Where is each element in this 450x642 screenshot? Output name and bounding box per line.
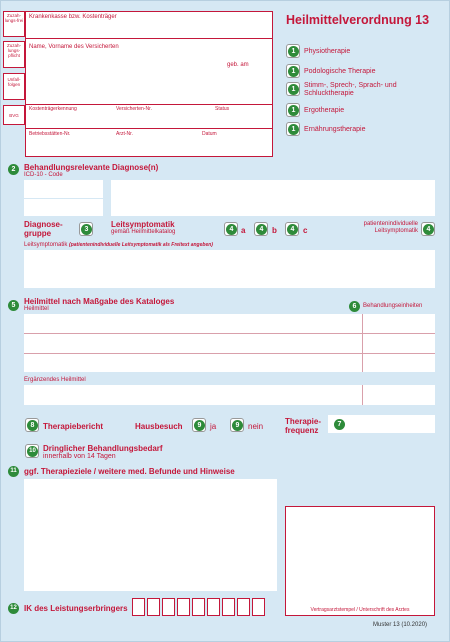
ik-digit-box[interactable] <box>147 598 160 616</box>
header-divider <box>25 128 273 129</box>
therapy-label: Ergotherapie <box>304 107 345 114</box>
ik-digit-box[interactable] <box>252 598 265 616</box>
leitsymptom-c-checkbox[interactable]: 4 <box>285 222 299 236</box>
side-label-unfallfolgen[interactable]: Unfall-folgen <box>3 73 25 100</box>
therapy-checkbox[interactable]: 1 <box>286 122 300 136</box>
status-label: Status <box>215 106 230 112</box>
section-number-2: 2 <box>8 164 19 175</box>
table-row-divider <box>24 333 435 334</box>
ik-digit-box[interactable] <box>192 598 205 616</box>
ik-label: IK des Leistungserbringers <box>24 604 128 613</box>
therapy-checkbox[interactable]: 1 <box>286 64 300 78</box>
doctor-stamp-box[interactable] <box>285 506 435 616</box>
leitsymptomatik-subtitle: gemäß Heilmittelkatalog <box>111 229 176 235</box>
dob-label: geb. am <box>227 62 249 68</box>
individual-symptom-label: patientenindividuelle Leitsymptomatik <box>363 221 418 234</box>
side-label-zuzahlungspflicht[interactable]: Zuzah-lungs-pflicht <box>3 41 25 68</box>
side-label-zuzahlungsfrei[interactable]: Zuzah-lungs-frei <box>3 11 25 37</box>
therapy-checkbox[interactable]: 1 <box>286 103 300 117</box>
icd-field-1[interactable] <box>24 180 103 198</box>
leitsymptom-freetext-field[interactable] <box>24 250 435 288</box>
ik-digit-box[interactable] <box>132 598 145 616</box>
report-checkbox[interactable]: 8 <box>25 418 39 432</box>
form-title: Heilmittelverordnung 13 <box>286 13 430 27</box>
ik-digit-box[interactable] <box>207 598 220 616</box>
leitsymptom-c-label: c <box>303 226 308 235</box>
home-visit-yes-checkbox[interactable]: 9 <box>192 418 206 432</box>
home-visit-label: Hausbesuch <box>135 422 183 431</box>
home-visit-no-checkbox[interactable]: 9 <box>230 418 244 432</box>
heilmittel-sublabel: Heilmittel <box>24 306 49 312</box>
site-number-label: Betriebsstätten-Nr. <box>29 131 71 137</box>
section-number-7: 7 <box>334 419 345 430</box>
goals-title: ggf. Therapieziele / weitere med. Befunde und Hinweise <box>24 467 235 476</box>
diagnosis-title: Behandlungsrelevante Diagnose(n) <box>24 163 159 172</box>
urgent-subtitle: innerhalb von 14 Tagen <box>43 453 116 460</box>
table-column-divider <box>362 314 363 372</box>
section-number-5: 5 <box>8 300 19 311</box>
insurer-label: Krankenkasse bzw. Kostenträger <box>29 14 117 20</box>
ik-digit-box[interactable] <box>222 598 235 616</box>
heilmittel-table[interactable] <box>24 314 435 372</box>
therapy-label: Ernährungstherapie <box>304 126 366 133</box>
leitsymptom-a-label: a <box>241 226 246 235</box>
individual-symptom-checkbox[interactable]: 4 <box>421 222 435 236</box>
extra-heilmittel-label: Ergänzendes Heilmittel <box>24 377 86 383</box>
date-label: Datum <box>202 131 217 137</box>
section-number-11: 11 <box>8 466 19 477</box>
therapy-label: Podologische Therapie <box>304 68 376 75</box>
insured-number-label: Versicherten-Nr. <box>116 106 152 112</box>
leitsymptom-b-checkbox[interactable]: 4 <box>254 222 268 236</box>
freetext-label: Leitsymptomatik <box>24 242 68 248</box>
doctor-stamp-label: Vertragsarztstempel / Unterschrift des Arztes <box>310 607 410 613</box>
extra-heilmittel-field[interactable] <box>24 385 435 405</box>
leitsymptomatik-title: Leitsymptomatik <box>111 220 175 229</box>
leitsymptom-freetext-label <box>24 242 444 249</box>
home-visit-no-label: nein <box>248 422 264 431</box>
icd-field-2[interactable] <box>24 199 103 216</box>
ik-digit-box[interactable] <box>162 598 175 616</box>
frequency-label: Therapie-frequenz <box>285 417 322 435</box>
side-label-bvg[interactable]: BVG <box>3 105 25 125</box>
therapy-checkbox[interactable]: 1 <box>286 44 300 58</box>
icd-label: ICD-10 - Code <box>24 172 63 178</box>
report-label: Therapiebericht <box>43 422 104 431</box>
section-number-12: 12 <box>8 603 19 614</box>
therapy-label: Stimm-, Sprech-, Sprach- und Schlucktherapie <box>304 82 397 97</box>
diagnosis-group-field[interactable]: 3 <box>79 222 93 236</box>
therapy-label: Physiotherapie <box>304 48 351 55</box>
diagnosis-text-field[interactable] <box>111 180 435 216</box>
urgent-title: Dringlicher Behandlungsbedarf <box>43 444 163 453</box>
header-divider <box>25 104 273 105</box>
units-label: Behandlungseinheiten <box>363 303 423 309</box>
section-number-6: 6 <box>349 301 360 312</box>
heilmittel-title: Heilmittel nach Maßgabe des Kataloges <box>24 297 175 306</box>
ik-digit-box[interactable] <box>237 598 250 616</box>
leitsymptom-b-label: b <box>272 226 277 235</box>
insured-name-label: Name, Vorname des Versicherten <box>29 44 119 50</box>
goals-field[interactable] <box>24 479 277 591</box>
table-row-divider <box>24 353 435 354</box>
table-column-divider <box>362 385 363 405</box>
insurer-id-label: Kostenträgerkennung <box>29 106 77 112</box>
ik-digit-box[interactable] <box>177 598 190 616</box>
form-version: Muster 13 (10.2020) <box>373 622 428 628</box>
doctor-number-label: Arzt-Nr. <box>116 131 133 137</box>
freetext-hint: (patientenindividuelle Leitsymptomatik als Freitext angeben) <box>69 242 213 248</box>
leitsymptom-a-checkbox[interactable]: 4 <box>224 222 238 236</box>
urgent-checkbox[interactable]: 10 <box>25 444 39 458</box>
home-visit-yes-label: ja <box>210 422 217 431</box>
therapy-checkbox[interactable]: 1 <box>286 82 300 96</box>
header-divider <box>25 38 273 39</box>
diagnosis-group-label: Diagnose-gruppe <box>24 220 63 238</box>
